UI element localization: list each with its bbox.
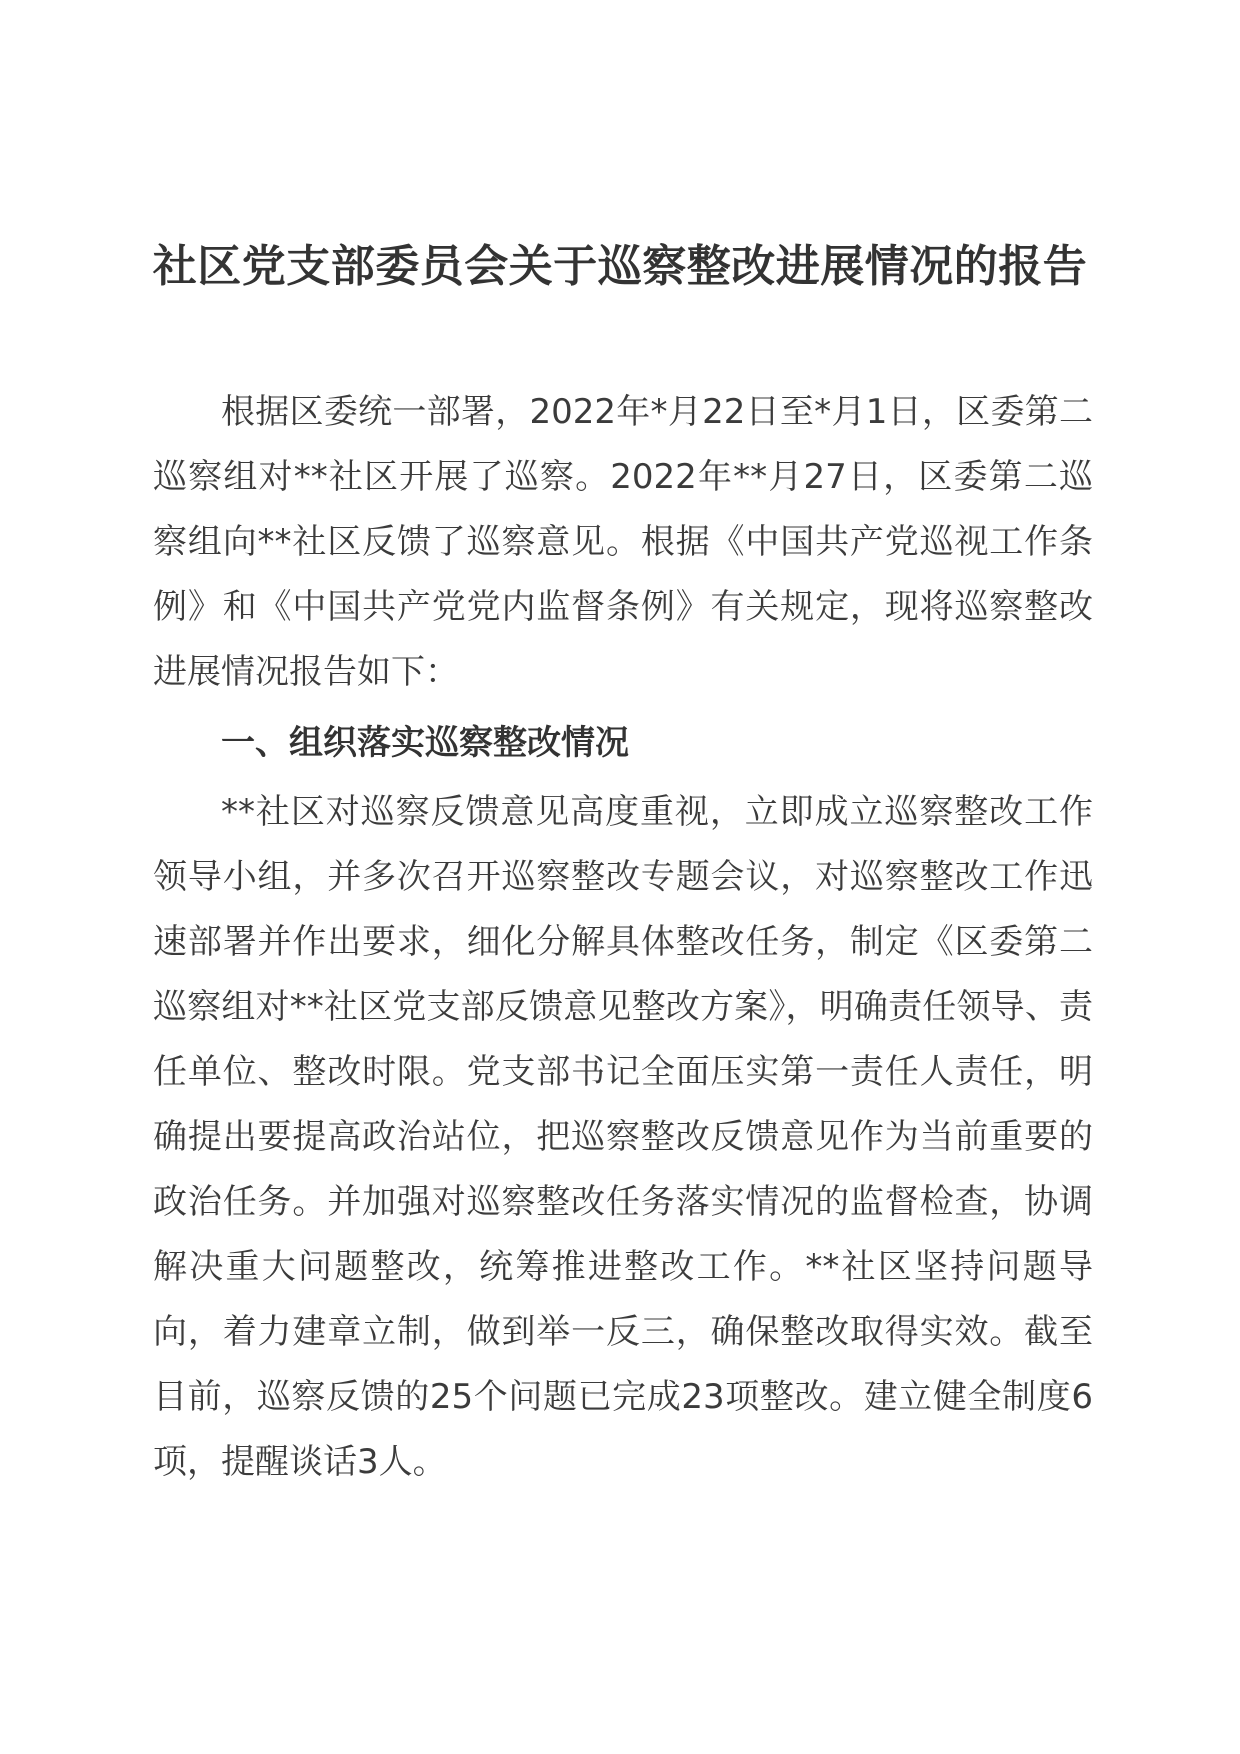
section-paragraph: **社区对巡察反馈意见高度重视，立即成立巡察整改工作领导小组，并多次召开巡察整改专题会议，对巡察整改工作迅速部署并作出要求，细化分解具体整改任务，制定《区委第二巡察组对**社区党支部反馈意见整改方案》，明确责任领导、责任单位、整改时限。党支部书记全面压实第一责任人责任，明确提出要提高政治站位，把巡察整改反馈意见作为当前重要的政治任务。并加强对巡察整改任务落实情况的监督检查，协调解决重大问题整改，统筹推进整改工作。**社区坚持问题导向，着力建章立制，做到举一反三，确保整改取得实效。截至目前，巡察反馈的25个问题已完成23项整改。建立健全制度6项，提醒谈话3人。: [153, 792, 1093, 1482]
intro-paragraph: 根据区委统一部署，2022年*月22日至*月1日，区委第二巡察组对**社区开展了巡察。2022年**月27日，区委第二巡察组向**社区反馈了巡察意见。根据《中国共产党巡视工作条例》和《中国共产党党内监督条例》有关规定，现将巡察整改进展情况报告如下：: [153, 392, 1093, 692]
section-heading: 一、组织落实巡察整改情况: [221, 723, 629, 763]
document-title: 社区党支部委员会关于巡察整改进展情况的报告: [152, 241, 1088, 292]
document-body: [153, 380, 1093, 1495]
